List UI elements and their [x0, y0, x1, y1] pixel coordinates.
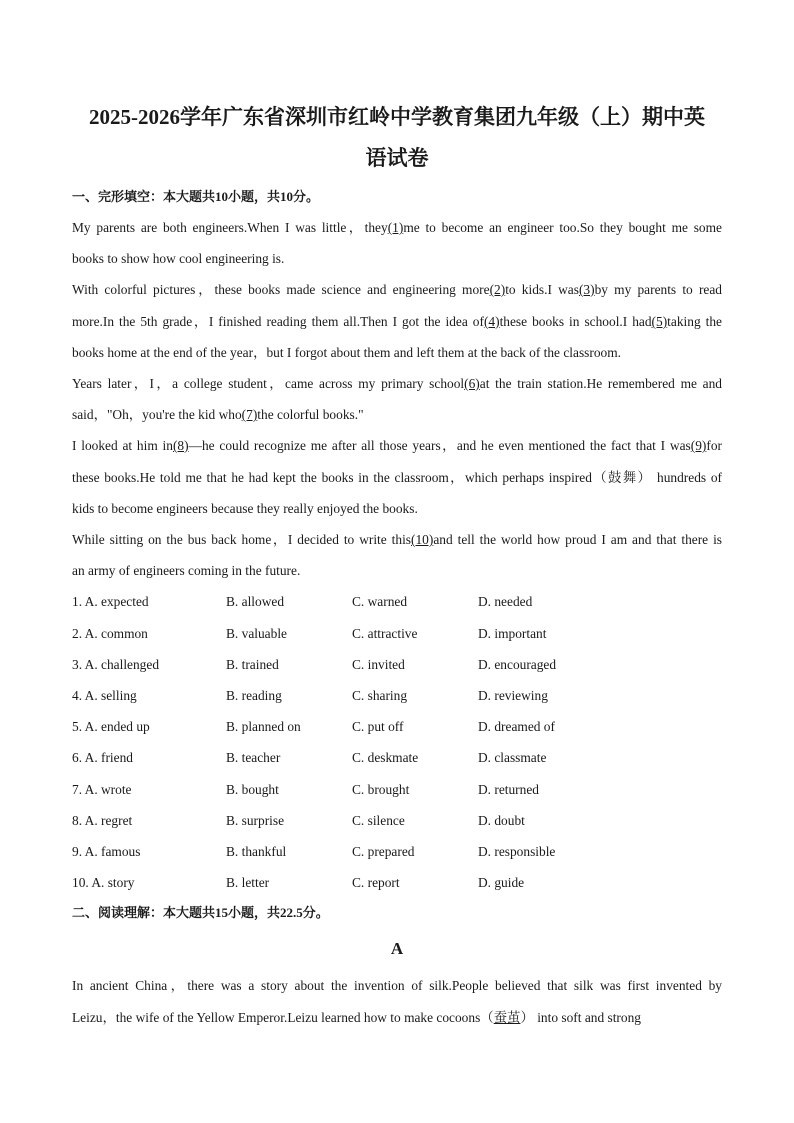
blank-8: (8): [172, 438, 189, 453]
option-7-a: 7. A. wrote: [72, 782, 132, 797]
blank-4: (4): [483, 314, 500, 329]
option-2-d: D. important: [478, 626, 547, 641]
annotated-word: 蚕茧: [493, 1010, 521, 1025]
blank-2: (2): [489, 282, 506, 297]
option-3-b: B. trained: [226, 657, 279, 672]
passage-line: kids to become engineers because they really enjoyed the books.: [72, 501, 418, 516]
passage-line: said，"Oh，you're the kid who(7)the colorful books.": [72, 407, 364, 422]
option-5-d: D. dreamed of: [478, 719, 555, 734]
passage-line: books to show how cool engineering is.: [72, 251, 285, 266]
blank-7: (7): [241, 407, 258, 422]
option-9-d: D. responsible: [478, 844, 556, 859]
option-1-b: B. allowed: [226, 594, 285, 609]
blank-6: (6): [464, 376, 480, 391]
passage-line: books home at the end of the year，but I forgot about them and left them at the back of the classroom.: [72, 345, 621, 360]
option-8-d: D. doubt: [478, 813, 525, 828]
option-7-b: B. bought: [226, 782, 279, 797]
passage-line: I looked at him in(8)—he could recognize me after all those years，and he even mentioned the fact that I was(9)for: [72, 438, 722, 453]
option-8-c: C. silence: [352, 813, 405, 828]
option-5-b: B. planned on: [226, 719, 301, 734]
option-6-b: B. teacher: [226, 750, 281, 765]
option-3-c: C. invited: [352, 657, 405, 672]
option-9-b: B. thankful: [226, 844, 287, 859]
passage-line: an army of engineers coming in the future.: [72, 563, 301, 578]
option-8-a: 8. A. regret: [72, 813, 133, 828]
passage-line: While sitting on the bus back home，I decided to write this(10)and tell the world how proud I am and that there is: [72, 532, 723, 547]
option-10-b: B. letter: [226, 875, 270, 890]
exam-title-line-1: 2025-2026学年广东省深圳市红岭中学教育集团九年级（上）期中英: [89, 105, 705, 129]
option-6-a: 6. A. friend: [72, 750, 133, 765]
option-8-b: B. surprise: [226, 813, 285, 828]
option-1-d: D. needed: [478, 594, 533, 609]
blank-9: (9): [690, 438, 707, 453]
section-1-heading: 一、完形填空：本大题共10小题，共10分。: [72, 189, 320, 204]
passage-line: these books.He told me that he had kept the books in the classroom，which perhaps inspired（鼓舞） hundreds of: [72, 470, 722, 485]
option-2-b: B. valuable: [226, 626, 287, 641]
option-3-a: 3. A. challenged: [72, 657, 160, 672]
option-2-c: C. attractive: [352, 626, 418, 641]
passage-line: With colorful pictures，these books made science and engineering more(2)to kids.I was(3)by my parents to read: [72, 282, 722, 297]
option-5-a: 5. A. ended up: [72, 719, 150, 734]
option-4-b: B. reading: [226, 688, 282, 703]
blank-10: (10): [411, 532, 434, 547]
passage-line: more.In the 5th grade，I finished reading them all.Then I got the idea of(4)these books in school.I had(5)taking the: [72, 314, 722, 329]
option-9-c: C. prepared: [352, 844, 415, 859]
blank-1: (1): [387, 220, 404, 235]
option-7-d: D. returned: [478, 782, 539, 797]
option-7-c: C. brought: [352, 782, 410, 797]
exam-title-line-2: 语试卷: [365, 146, 429, 170]
option-1-c: C. warned: [352, 594, 408, 609]
option-1-a: 1. A. expected: [72, 594, 149, 609]
passage-line: Years later，I，a college student，came across my primary school(6)at the train station.He remembered me and: [72, 376, 722, 391]
blank-5: (5): [651, 314, 668, 329]
option-10-d: D. guide: [478, 875, 525, 890]
option-2-a: 2. A. common: [72, 626, 148, 641]
option-9-a: 9. A. famous: [72, 844, 141, 859]
option-10-a: 10. A. story: [72, 875, 135, 890]
option-3-d: D. encouraged: [478, 657, 557, 672]
option-10-c: C. report: [352, 875, 400, 890]
passage-a-line: In ancient China，there was a story about the invention of silk.People believed that silk was first invented by: [72, 978, 722, 993]
blank-3: (3): [578, 282, 595, 297]
passage-line: My parents are both engineers.When I was little，they(1)me to become an engineer too.So they bought me some: [72, 220, 722, 235]
option-6-d: D. classmate: [478, 750, 547, 765]
option-4-a: 4. A. selling: [72, 688, 137, 703]
option-5-c: C. put off: [352, 719, 404, 734]
option-6-c: C. deskmate: [352, 750, 419, 765]
passage-a-line: Leizu，the wife of the Yellow Emperor.Leizu learned how to make cocoons（蚕茧） into soft and strong: [72, 1010, 641, 1025]
option-4-c: C. sharing: [352, 688, 408, 703]
section-2-heading: 二、阅读理解：本大题共15小题，共22.5分。: [72, 905, 329, 920]
passage-a-heading: A: [390, 939, 404, 958]
option-4-d: D. reviewing: [478, 688, 548, 703]
